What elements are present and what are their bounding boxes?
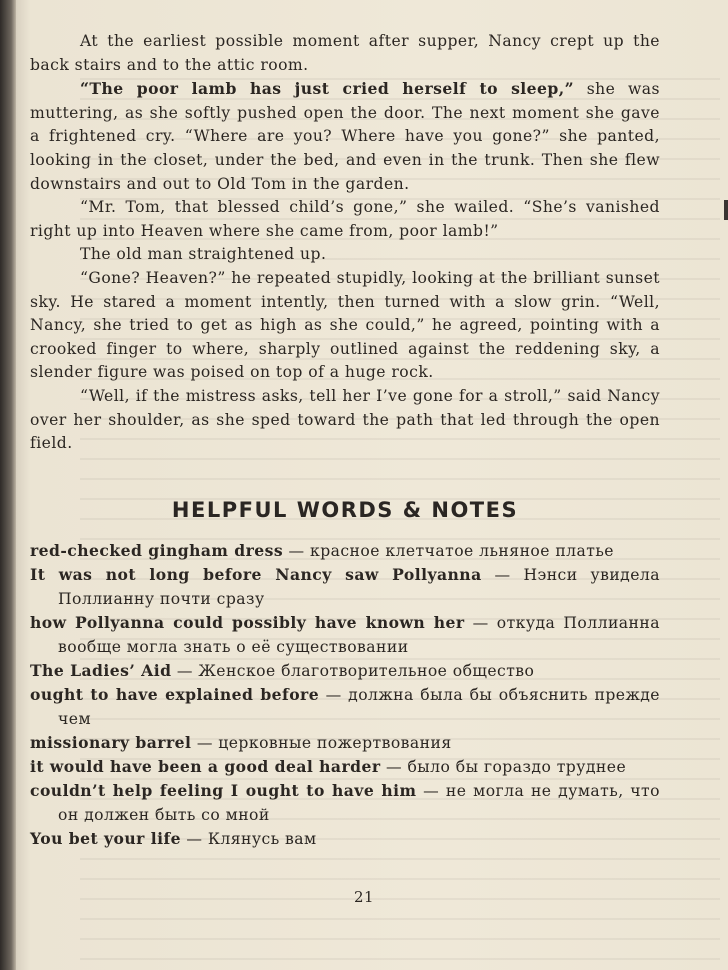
page-number: 21 — [353, 888, 375, 906]
note-dash: — — [423, 782, 440, 801]
note-dash: — — [472, 614, 489, 633]
note-term: couldn’t help feeling I ought to have him — [30, 781, 417, 801]
notes-heading: HELPFUL WORDS & NOTES — [171, 497, 519, 522]
note-item — [30, 563, 660, 611]
story-paragraph: The old man straightened up. — [80, 245, 327, 264]
story-paragraph: “Mr. Tom, that blessed child’s gone,” she wailed. “She’s vanished right up into Heaven where she came from, poor lamb!” — [30, 198, 660, 240]
note-dash: — — [385, 758, 403, 777]
note-translation: церковные пожертвования — [218, 734, 452, 753]
story-paragraph: “Gone? Heaven?” he repeated stupidly, looking at the brilliant sunset sky. He stared a moment intently, then turned with a slow grin. “Well, Nancy, she tried to get as high as she could,” he agreed, pointing with a crooked finger to where, sharply outlined against the reddening sky, a slender figure was poised on top of a huge rock. — [30, 268, 660, 382]
story-paragraph: “Well, if the mistress asks, tell her I’ve gone for a stroll,” said Nancy over her shoulder, as she sped toward the path that led through the open field. — [30, 386, 660, 453]
note-translation: было бы гораздо труднее — [407, 758, 627, 777]
note-item — [30, 731, 660, 755]
note-dash: — — [196, 734, 213, 753]
note-item — [30, 659, 660, 683]
note-term: The Ladies’ Aid — [30, 661, 172, 681]
story-paragraph: At the earliest possible moment after supper, Nancy crept up the back stairs and to the attic room. — [30, 32, 660, 74]
note-item — [30, 779, 660, 827]
note-translation: не могла не думать, что он должен быть со мной — [58, 782, 660, 825]
note-term: It was not long before Nancy saw Pollyanna — [30, 565, 482, 585]
note-dash: — — [325, 686, 342, 705]
note-translation: Женское благотворительное общество — [198, 662, 535, 681]
book-gutter — [0, 0, 16, 970]
note-item — [30, 755, 660, 779]
note-dash: — — [494, 566, 511, 585]
page-edge-mark — [724, 200, 728, 220]
note-item — [30, 539, 660, 563]
note-translation: должна была бы объяснить прежде чем — [58, 686, 660, 729]
note-item — [30, 827, 660, 851]
note-item — [30, 683, 660, 731]
paragraph-text: she was muttering, as she softly pushed open the door. The next moment she gave a frightened cry. “Where are you? Where have you gone?” she panted, looking in the closet, under the bed, and even in the trunk. Then she flew downstairs and out to Old Tom in the garden. — [30, 80, 660, 193]
note-term: ought to have explained before — [30, 685, 320, 705]
note-dash: — — [176, 662, 193, 681]
note-dash: — — [186, 830, 203, 849]
note-translation: красное клетчатое льняное платье — [310, 542, 614, 561]
notes-list — [30, 539, 660, 851]
note-translation: Нэнси увидела Поллианну почти сразу — [58, 566, 660, 609]
note-term: missionary barrel — [30, 733, 192, 753]
note-translation: откуда Поллианна вообще могла знать о её существовании — [58, 614, 660, 657]
note-term: You bet your life — [30, 829, 181, 849]
page-content — [30, 30, 660, 851]
note-term: it would have been a good deal harder — [30, 757, 381, 777]
note-dash: — — [288, 542, 305, 561]
note-term: red-checked gingham dress — [30, 541, 284, 561]
emphasized-quote: “The poor lamb has just cried herself to sleep,” — [80, 79, 575, 99]
note-term: how Pollyanna could possibly have known her — [30, 613, 465, 633]
story-paragraph — [30, 77, 660, 196]
note-translation: Клянусь вам — [207, 830, 317, 849]
note-item — [30, 611, 660, 659]
